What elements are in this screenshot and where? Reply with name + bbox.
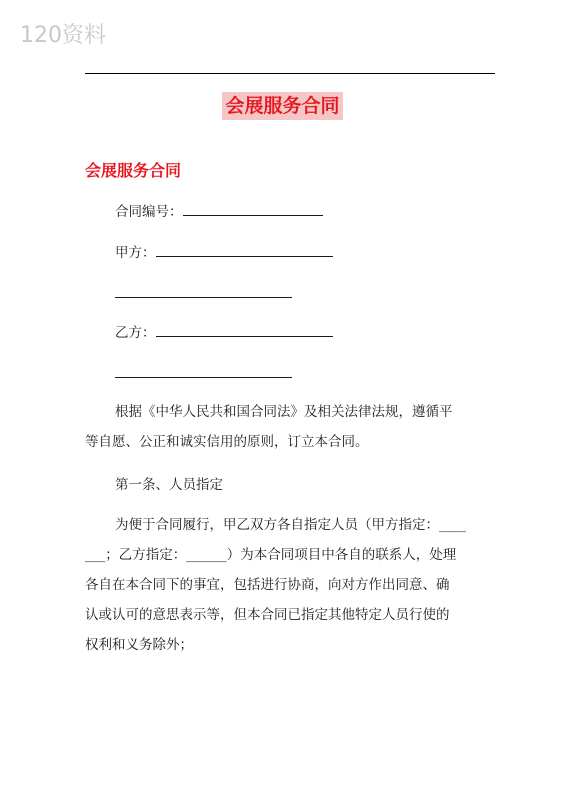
article-1-heading [85,470,485,500]
section-heading: 会展服务合同 [85,161,182,180]
article-1-line-1: 为便于合同履行，甲乙双方各自指定人员（甲方指定：____ [115,517,466,533]
intro-line-2: 等自愿、公正和诚实信用的原则，订立本合同。 [85,434,369,450]
article-1-line-3: 各自在本合同下的事宜，包括进行协商，向对方作出同意、确 [85,577,450,593]
party-b-field [115,322,333,343]
document-title-text: 会展服务合同 [222,92,342,120]
party-b-extra-blank [115,363,292,378]
contract-number-label: 合同编号： [115,204,183,220]
document-title [0,92,565,120]
party-b-extra-line [115,363,292,384]
intro-line-1: 根据《中华人民共和国合同法》及相关法律法规，遵循平 [115,404,453,420]
article-1-line-5: 权利和义务除外； [85,637,193,653]
article-1-paragraph [85,510,485,660]
party-b-label: 乙方： [115,325,156,341]
contract-number-blank [183,201,323,216]
article-1-title: 第一条、人员指定 [115,477,223,493]
party-b-blank [156,322,333,337]
watermark: 120资料 [20,23,106,48]
party-a-blank [156,242,333,257]
party-a-extra-line [115,283,292,304]
party-a-extra-blank [115,283,292,298]
intro-paragraph [85,397,485,457]
party-a-label: 甲方： [115,245,156,261]
party-a-field [115,242,333,263]
header-rule [85,73,495,74]
contract-number-field [115,201,323,222]
article-1-line-2: ___；乙方指定：______）为本合同项目中各自的联系人，处理 [85,547,457,563]
article-1-line-4: 认或认可的意思表示等，但本合同已指定其他特定人员行使的 [85,607,450,623]
